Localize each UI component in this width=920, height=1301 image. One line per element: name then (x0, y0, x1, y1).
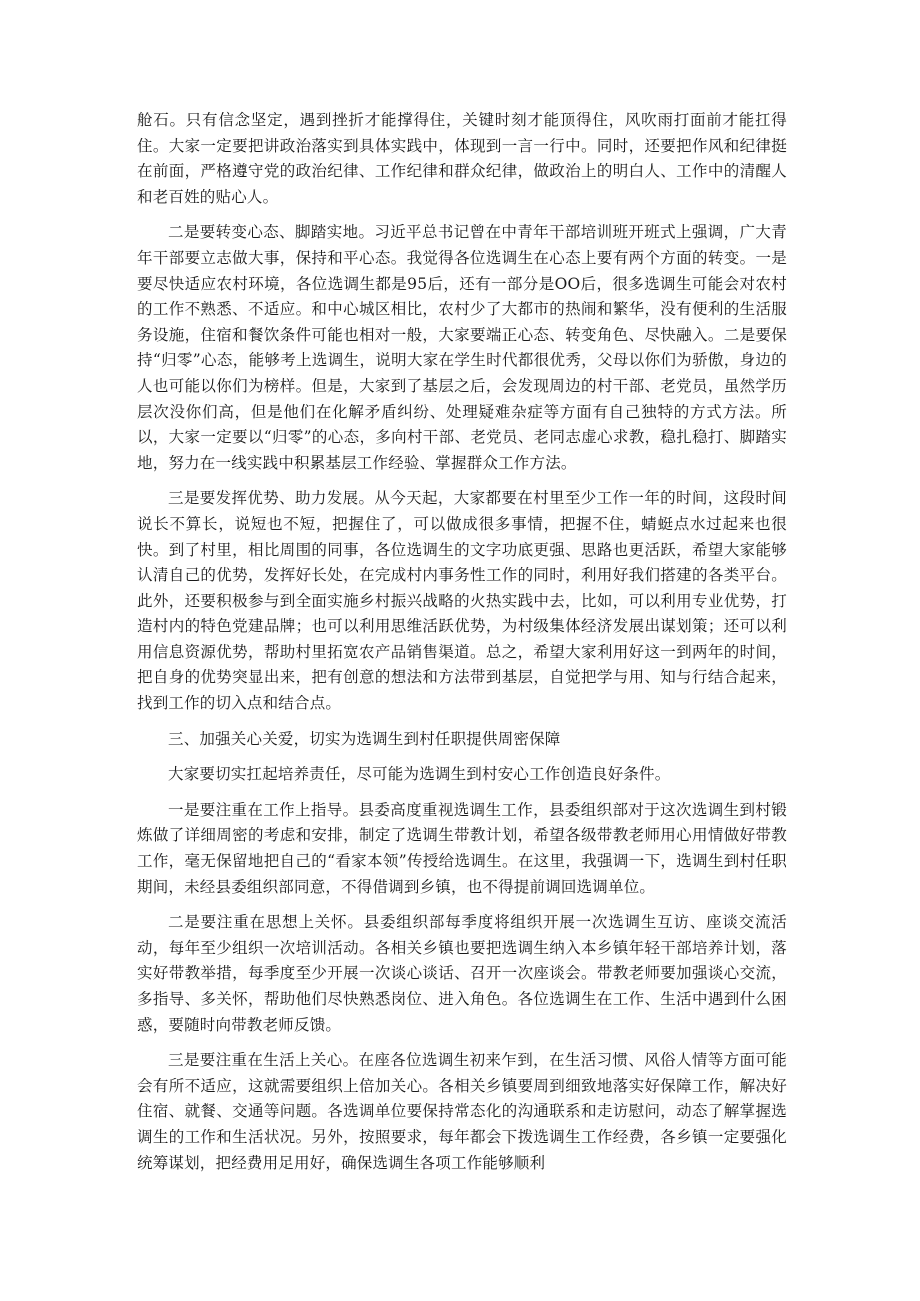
section-heading: 三、加强关心关爱，切实为选调生到村任职提供周密保障 (168, 729, 561, 748)
paragraph-work-guidance: 一是要注重在工作上指导。县委高度重视选调生工作，县委组织部对于这次选调生到村锻炼做了详细周密的考虑和安排，制定了选调生带教计划，希望各级带教老师用心用情做好带教工作，毫无保留地把自己的“看家本领”传授给选调生。在这里，我强调一下，选调生到村任职期间，未经县委组织部同意，不得借调到乡镇，也不得提前调回选调单位。 (137, 800, 787, 896)
paragraph-life-care: 三是要注重在生活上关心。在座各位选调生初来乍到，在生活习惯、风俗人情等方面可能会有所不适应，这就需要组织上倍加关心。各相关乡镇要周到细致地落实好保障工作，解决好住宿、就餐、交通等问题。各选调单位要保持常态化的沟通联系和走访慰问，动态了解掌握选调生的工作和生活状况。另外，按照要求，每年都会下拨选调生工作经费，各乡镇一定要强化统筹谋划，把经费用足用好，确保选调生各项工作能够顺利 (137, 1051, 787, 1172)
paragraph-intro: 大家要切实扛起培养责任，尽可能为选调生到村安心工作创造良好条件。 (168, 765, 671, 784)
paragraph-strengths: 三是要发挥优势、助力发展。从今天起，大家都要在村里至少工作一年的时间，这段时间说长不算长，说短也不短，把握住了，可以做成很多事情，把握不住，蜻蜓点水过起来也很快。到了村里，相比周围的同事，各位选调生的文字功底更强、思路也更活跃，希望大家能够认清自己的优势，发挥好长处，在完成村内事务性工作的同时，利用好我们搭建的各类平台。此外，还要积极参与到全面实施乡村振兴战略的火热实践中去，比如，可以利用专业优势，打造村内的特色党建品牌；也可以利用思维活跃优势，为村级集体经济发展出谋划策；还可以利用信息资源优势，帮助村里拓宽农产品销售渠道。总之，希望大家利用好这一到两年的时间，把自身的优势突显出来，把有创意的想法和方法带到基层，自觉把学与用、知与行结合起来，找到工作的切入点和结合点。 (137, 489, 787, 713)
document-body (137, 108, 787, 1186)
paragraph-mindset: 二是要转变心态、脚踏实地。习近平总书记曾在中青年干部培训班开班式上强调，广大青年干部要立志做大事，保持和平心态。我觉得各位选调生在心态上要有两个方面的转变。一是要尽快适应农村环境，各位选调生都是95后，还有一部分是OO后，很多选调生可能会对农村的工作不熟悉、不适应。和中心城区相比，农村少了大都市的热闹和繁华，没有便利的生活服务设施，住宿和餐饮条件可能也相对一般，大家要端正心态、转变角色、尽快融入。二是要保持“归零”心态，能够考上选调生，说明大家在学生时代都很优秀，父母以你们为骄傲，身边的人也可能以你们为榜样。但是，大家到了基层之后，会发现周边的村干部、老党员，虽然学历层次没你们高，但是他们在化解矛盾纠纷、处理疑难杂症等方面有自己独特的方式方法。所以，大家一定要以“归零”的心态，多向村干部、老党员、老同志虚心求教，稳扎稳打、脚踏实地，努力在一线实践中积累基层工作经验、掌握群众工作方法。 (137, 223, 787, 472)
paragraph-continuation: 舱石。只有信念坚定，遇到挫折才能撑得住，关键时刻才能顶得住，风吹雨打面前才能扛得住。大家一定要把讲政治落实到具体实践中，体现到一言一行中。同时，还要把作风和纪律挺在前面，严格遵守党的政治纪律、工作纪律和群众纪律，做政治上的明白人、工作中的清醒人和老百姓的贴心人。 (137, 111, 787, 206)
paragraph-thought-care: 二是要注重在思想上关怀。县委组织部每季度将组织开展一次选调生互访、座谈交流活动，每年至少组织一次培训活动。各相关乡镇也要把选调生纳入本乡镇年轻干部培养计划，落实好带教举措，每季度至少开展一次谈心谈话、召开一次座谈会。带教老师要加强谈心交流，多指导、多关怀，帮助他们尽快熟悉岗位、进入角色。各位选调生在工作、生活中遇到什么困惑，要随时向带教老师反馈。 (137, 913, 787, 1034)
